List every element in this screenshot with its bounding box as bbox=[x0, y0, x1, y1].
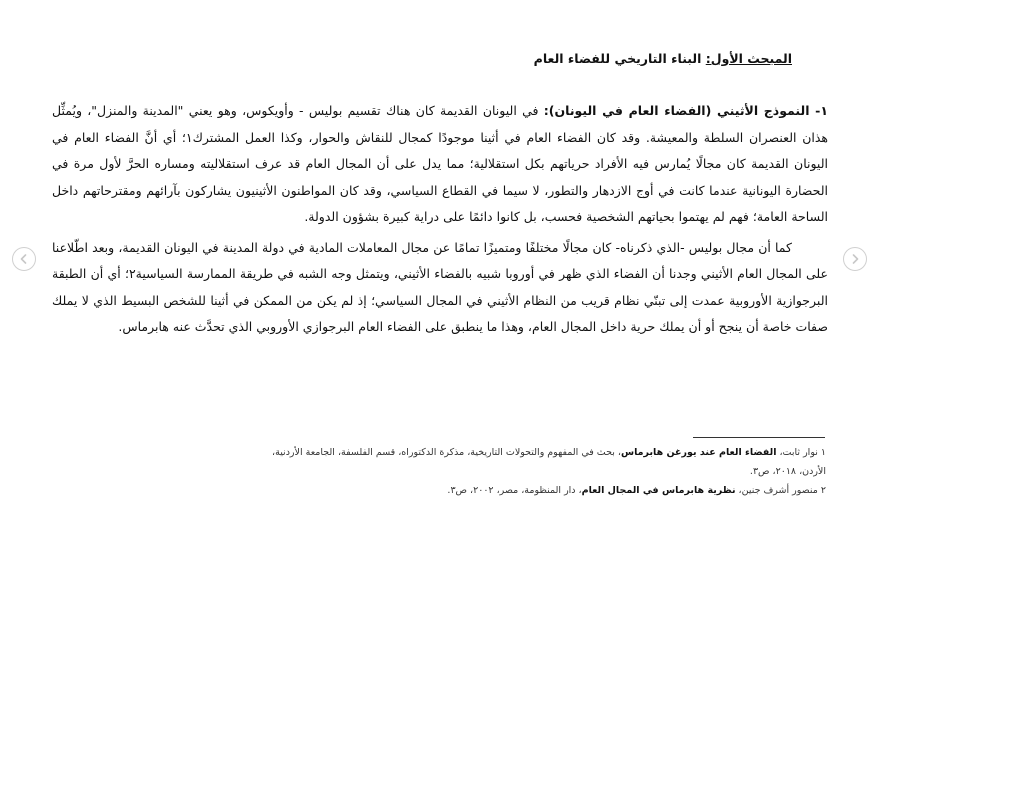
paragraph-1-title: ١- النموذج الأثيني (الفضاء العام في اليونان): bbox=[543, 103, 828, 118]
footnote-2 bbox=[266, 481, 826, 500]
paragraph-1 bbox=[52, 98, 828, 231]
heading-label: المبحث الأول: bbox=[705, 51, 792, 66]
chevron-left-icon bbox=[18, 253, 30, 265]
section-heading bbox=[192, 50, 792, 68]
paragraph-1-body: في اليونان القديمة كان هناك تقسيم بوليس - وأويكوس، وهو يعني "المدينة والمنزل"، ويُمثِّل هذان العنصران السلطة والمعيشة. وقد كان الفضاء العام في أثينا موجودًا كمجال للنقاش والحوار، وكذا العمل المشترك١؛ أي أنَّ الفضاء العام في اليونان القديمة كان مجالًا يُمارس فيه الأفراد حرياتهم بكل استقلالية؛ مما يدل على أن المجال العام قد عرف استقلاليته ومساره الحرَّ لأول مرة في الحضارة اليونانية عندما كانت في أوج الازدهار والتطور، لا سيما في القطاع السياسي، وقد كان المواطنون الأثينيون يشاركون بآرائهم ومقترحاتهم داخل الساحة العامة؛ فهم لم يهتموا بحياتهم الشخصية فحسب، بل كانوا دائمًا على دراية كبيرة بشؤون الدولة. bbox=[52, 103, 829, 224]
paragraph-2 bbox=[52, 235, 828, 341]
body-text bbox=[52, 98, 828, 345]
footnote-1-title: الفضاء العام عند يورغن هابرماس bbox=[621, 447, 777, 458]
heading-title: البناء التاريخي للفضاء العام bbox=[533, 51, 706, 66]
footnote-1 bbox=[266, 443, 826, 481]
footnote-2-details: ، دار المنظومة، مصر، ٢٠٠٢، ص٣. bbox=[447, 485, 582, 496]
footnote-2-title: نظرية هابرماس في المجال العام bbox=[581, 485, 736, 496]
footnote-1-author: ١ نوار ثابت، bbox=[776, 447, 826, 458]
footnote-1-details: ، بحث في المفهوم والتحولات التاريخية، مذكرة الدكتوراه، قسم الفلسفة، الجامعة الأردنية، الأردن، ٢٠١٨، ص٣. bbox=[272, 447, 826, 477]
footnote-separator bbox=[693, 437, 825, 438]
chevron-right-icon bbox=[849, 253, 861, 265]
previous-page-button[interactable] bbox=[12, 247, 36, 271]
footnotes bbox=[266, 443, 826, 500]
paragraph-2-body: كما أن مجال بوليس -الذي ذكرناه- كان مجالًا مختلفًا ومتميزًا تمامًا عن مجال المعاملات المادية في دولة المدينة في اليونان القديمة، وبعد اطّلاعنا على المجال العام الأثيني وجدنا أن الفضاء الذي ظهر في أوروبا شبيه بالفضاء الأثيني، ويتمثل وجه الشبه في طريقة الممارسة السياسية٢؛ أي أن الطبقة البرجوازية الأوروبية عمدت إلى تبنّي نظام قريب من النظام الأثيني في المجال السياسي؛ إذ لم يكن من الممكن في أثينا للشخص البسيط الذي لا يملك صفات خاصة أن ينجح أو أن يملك حرية داخل المجال العام، وهذا ما ينطبق على الفضاء العام البرجوازي الأوروبي الذي تحدَّث عنه هابرماس. bbox=[52, 239, 829, 334]
next-page-button[interactable] bbox=[843, 247, 867, 271]
footnote-2-author: ٢ منصور أشرف جنين، bbox=[735, 485, 826, 496]
